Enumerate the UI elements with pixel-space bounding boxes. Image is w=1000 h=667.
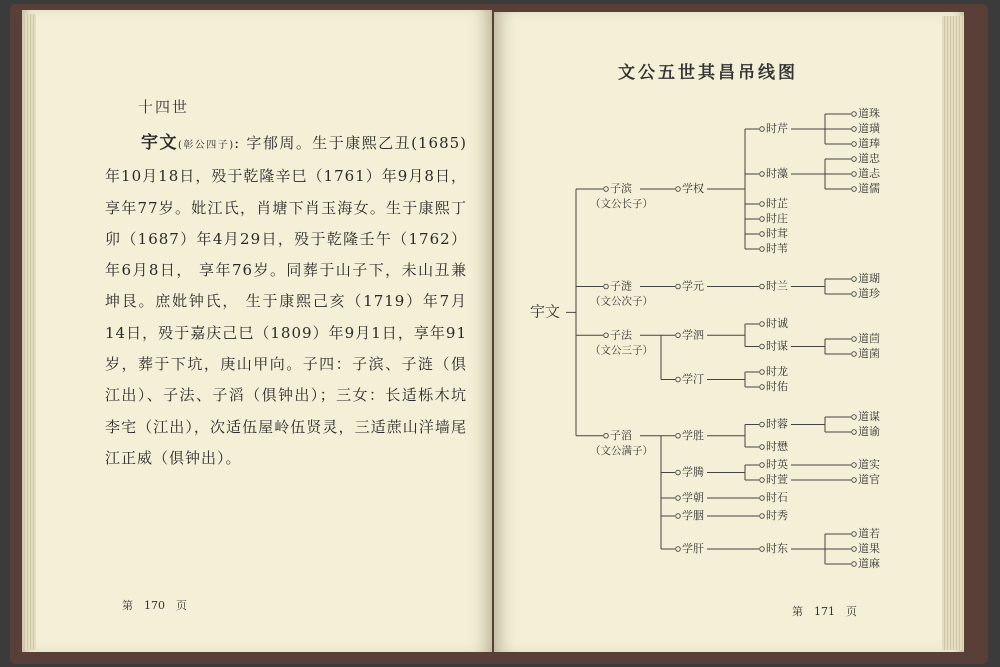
grandson-name: 学汀 — [682, 372, 704, 386]
great-grandson-name: 道菌 — [858, 347, 880, 360]
node-marker — [676, 514, 681, 519]
grandson-name: 学泗 — [682, 328, 704, 342]
node-marker — [604, 433, 609, 438]
node-marker — [676, 284, 681, 289]
grandson-name: 学肝 — [682, 542, 704, 555]
grandchild-name: 时佑 — [766, 380, 788, 393]
great-grandson-name: 道儒 — [858, 182, 880, 195]
node-marker — [760, 445, 765, 450]
great-grandson-name: 道珍 — [858, 287, 880, 300]
grandchild-name: 时石 — [766, 491, 788, 504]
node-marker — [760, 284, 765, 289]
node-marker — [760, 478, 765, 483]
grandson-name: 学朝 — [682, 491, 704, 504]
node-marker — [760, 202, 765, 207]
right-page-number: 第 171 页 — [792, 605, 857, 618]
great-grandson-name: 道实 — [858, 458, 880, 471]
node-marker — [760, 385, 765, 390]
great-grandson-name: 道果 — [858, 542, 880, 555]
son-note: （文公三子） — [590, 344, 653, 357]
node-marker — [852, 142, 857, 147]
node-marker — [676, 377, 681, 382]
grandchild-name: 时苇 — [766, 242, 788, 255]
great-grandson-name: 道珠 — [858, 107, 880, 120]
node-marker — [604, 187, 609, 192]
grandchild-name: 时芹 — [766, 122, 788, 135]
son-name: 子涟 — [610, 279, 632, 293]
node-marker — [676, 470, 681, 475]
node-marker — [760, 172, 765, 177]
node-marker — [760, 496, 765, 501]
great-grandson-name: 道谋 — [858, 410, 880, 423]
node-marker — [760, 547, 765, 552]
node-marker — [760, 232, 765, 237]
node-marker — [852, 277, 857, 282]
grandchild-name: 时懋 — [766, 440, 788, 453]
node-marker — [760, 217, 765, 222]
son-note: （文公长子） — [590, 198, 653, 210]
great-grandson-name: 道茴 — [858, 332, 880, 345]
son-name: 子法 — [610, 328, 632, 342]
grandchild-name: 时龙 — [766, 365, 788, 378]
grandson-name: 学权 — [682, 182, 704, 195]
node-marker — [852, 112, 857, 117]
grandchild-name: 时茸 — [766, 227, 788, 240]
grandchild-name: 时藻 — [766, 167, 788, 180]
node-marker — [760, 322, 765, 327]
node-marker — [676, 433, 681, 438]
grandson-name: 学元 — [682, 279, 704, 293]
node-marker — [604, 284, 609, 289]
node-marker — [852, 532, 857, 537]
node-marker — [676, 547, 681, 552]
biography-text: : 字郁周。生于康熙乙丑(1685)年10月18日，殁于乾隆辛巳（1761）年9月8日，享年77岁。妣江氏，肖塘下肖玉海女。生于康熙丁卯（1687）年4月29日，殁于乾隆壬午（1762）年6月8日， 享年76岁。同葬于山子下，未山丑兼坤艮。庶妣钟氏， 生于康熙己亥（1719）年7月14日，殁于嘉庆己巳（1809）年9月1日，享年91岁，葬于下坑，庚山甲向。子四：子滨、子涟（俱江出）、子法、子滔（俱钟出）；三女：长适栎木坑李宅（江出），次适伍屋岭伍贤灵，三适蔗山洋墙尾江正威（俱钟出）。 — [105, 134, 468, 467]
chart-title: 文公五世其昌吊线图 — [618, 63, 798, 83]
node-marker — [852, 352, 857, 357]
node-marker — [852, 478, 857, 483]
node-marker — [852, 415, 857, 420]
root-name: 宇文 — [530, 302, 561, 321]
node-marker — [852, 172, 857, 177]
person-note: (彰公四子) — [177, 140, 235, 151]
grandchild-name: 时诚 — [766, 317, 788, 330]
grandchild-name: 时蓉 — [766, 417, 788, 431]
grandson-name: 学胜 — [682, 428, 704, 442]
great-grandson-name: 道若 — [858, 527, 880, 540]
great-grandson-name: 道谕 — [858, 425, 880, 438]
node-marker — [676, 496, 681, 501]
node-marker — [760, 422, 765, 427]
node-marker — [852, 337, 857, 342]
son-name: 子滔 — [610, 428, 632, 442]
son-name: 子滨 — [610, 182, 632, 195]
node-marker — [760, 127, 765, 132]
grandchild-name: 时秀 — [766, 509, 788, 522]
grandchild-name: 时萱 — [766, 473, 788, 486]
great-grandson-name: 道麻 — [858, 557, 880, 570]
node-marker — [852, 127, 857, 132]
node-marker — [852, 547, 857, 552]
great-grandson-name: 道忠 — [858, 152, 880, 165]
grandson-name: 学胭 — [682, 509, 704, 522]
great-grandson-name: 道璜 — [858, 122, 880, 135]
node-marker — [676, 187, 681, 192]
generation-heading: 十四世 — [138, 98, 190, 116]
left-page-number: 第 170 页 — [122, 599, 187, 612]
son-note: （文公满子） — [590, 444, 653, 457]
grandchild-name: 时兰 — [766, 279, 788, 293]
grandchild-name: 时东 — [766, 542, 788, 555]
node-marker — [760, 247, 765, 252]
grandchild-name: 时芷 — [766, 197, 788, 210]
grandchild-name: 时庄 — [766, 212, 788, 225]
great-grandson-name: 道官 — [858, 473, 880, 486]
node-marker — [852, 157, 857, 162]
grandchild-name: 时谋 — [766, 339, 788, 353]
node-marker — [604, 333, 609, 338]
great-grandson-name: 道琫 — [858, 137, 880, 150]
node-marker — [852, 463, 857, 468]
node-marker — [760, 514, 765, 519]
great-grandson-name: 道瑚 — [858, 272, 880, 285]
node-marker — [760, 370, 765, 375]
person-name: 宇文 — [141, 133, 178, 153]
node-marker — [852, 292, 857, 297]
grandchild-name: 时英 — [766, 458, 788, 471]
node-marker — [760, 344, 765, 349]
grandson-name: 学腾 — [682, 465, 704, 479]
son-note: （文公次子） — [590, 295, 653, 308]
node-marker — [852, 562, 857, 567]
node-marker — [852, 187, 857, 192]
node-marker — [676, 333, 681, 338]
node-marker — [760, 463, 765, 468]
great-grandson-name: 道忐 — [858, 167, 880, 180]
node-marker — [852, 430, 857, 435]
